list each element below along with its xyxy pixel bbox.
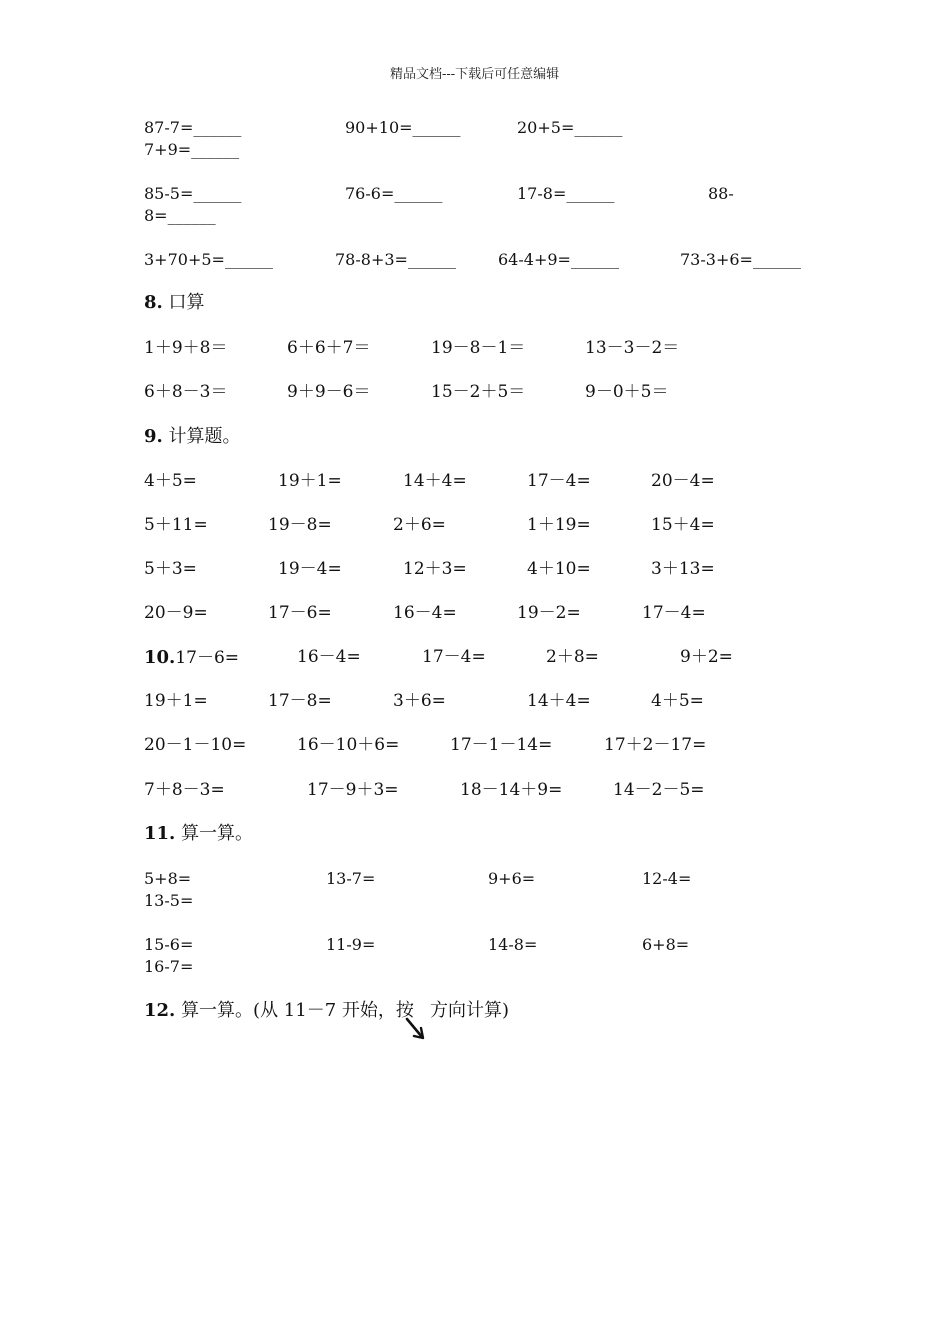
problem: 17－4= <box>642 603 706 623</box>
section-title: 计算题。 <box>168 426 241 447</box>
section-number: 11. <box>144 823 176 844</box>
problem: 13－3－2＝ <box>585 338 680 358</box>
problem: 18－14＋9= <box>460 780 563 800</box>
problem: 16－4= <box>297 647 361 667</box>
problem: 20+5=______ <box>517 118 623 137</box>
problem: 64-4+9=______ <box>498 250 619 269</box>
problem: 20－4= <box>651 471 715 491</box>
section-heading <box>144 294 205 312</box>
problem: 17－9＋3= <box>307 780 399 800</box>
problem: 76-6=______ <box>345 184 443 203</box>
page-header: 精品文档---下载后可任意编辑 <box>390 67 560 82</box>
problem: 12-4= <box>642 869 692 888</box>
arrow-down-right-icon <box>404 1016 428 1042</box>
problem: 13-7= <box>326 869 376 888</box>
problem: 14＋4= <box>403 471 467 491</box>
section-title: 算一算。(从 11－7 开始，按 <box>181 1000 414 1021</box>
problem: 15＋4= <box>651 515 715 535</box>
problem: 17－6= <box>268 603 332 623</box>
problem: 5+8= <box>144 869 192 888</box>
problem: 16－10＋6= <box>297 735 400 755</box>
problem: 12＋3= <box>403 559 467 579</box>
section-number: 8. <box>144 292 163 313</box>
problem: 19－8= <box>268 515 332 535</box>
problem: 17－8= <box>268 691 332 711</box>
problem: 19＋1= <box>144 691 208 711</box>
section-number: 12. <box>144 1000 176 1021</box>
section-title: 算一算。 <box>181 823 254 844</box>
problem: 3+70+5=______ <box>144 250 273 269</box>
problem: 13-5= <box>144 891 194 910</box>
problem: 16－4= <box>393 603 457 623</box>
problem: 9－0＋5＝ <box>585 382 669 402</box>
problem: 7＋8－3= <box>144 780 225 800</box>
problem: 3＋6= <box>393 691 446 711</box>
problem: 19－8－1＝ <box>431 338 526 358</box>
problem: 87-7=______ <box>144 118 242 137</box>
problem: 14-8= <box>488 935 538 954</box>
section-heading <box>144 825 253 843</box>
problem: 15-6= <box>144 935 194 954</box>
problem: 85-5=______ <box>144 184 242 203</box>
problem: 3＋13= <box>651 559 715 579</box>
section-title-end: 方向计算) <box>430 1000 510 1021</box>
problem: 14－2－5= <box>613 780 705 800</box>
problem: 88- <box>708 184 734 203</box>
problem: 7+9=______ <box>144 140 240 159</box>
problem: 15－2＋5＝ <box>431 382 526 402</box>
section-number: 10. <box>144 647 176 668</box>
section-title: 口算 <box>168 292 205 313</box>
problem: 73-3+6=______ <box>680 250 801 269</box>
problem: 2＋6= <box>393 515 446 535</box>
problem: 6＋8－3＝ <box>144 382 228 402</box>
problem: 9＋2= <box>680 647 733 667</box>
problem: 4＋5= <box>144 471 197 491</box>
problem: 20－1－10= <box>144 735 247 755</box>
section-heading <box>144 428 241 446</box>
section-heading <box>144 1002 414 1020</box>
problem: 19－4= <box>278 559 342 579</box>
problem: 6＋6＋7＝ <box>287 338 371 358</box>
problem: 20－9= <box>144 603 208 623</box>
problem: 1＋9＋8＝ <box>144 338 228 358</box>
problem: 1＋19= <box>527 515 591 535</box>
problem: 5＋11= <box>144 515 208 535</box>
problem: 17-8=______ <box>517 184 615 203</box>
problem: 17－1－14= <box>450 735 553 755</box>
problem: 4＋10= <box>527 559 591 579</box>
problem: 17－4= <box>527 471 591 491</box>
problem: 19＋1= <box>278 471 342 491</box>
problem: 9+6= <box>488 869 536 888</box>
section-number: 9. <box>144 426 163 447</box>
problem: 9＋9－6＝ <box>287 382 371 402</box>
problem: 6+8= <box>642 935 690 954</box>
problem: 4＋5= <box>651 691 704 711</box>
problem: 17－4= <box>422 647 486 667</box>
problem: 17－6= <box>175 648 240 668</box>
problem: 17＋2－17= <box>604 735 707 755</box>
problem: 5＋3= <box>144 559 197 579</box>
problem: 14＋4= <box>527 691 591 711</box>
problem: 8=______ <box>144 206 216 225</box>
problem: 11-9= <box>326 935 376 954</box>
section-heading <box>144 649 239 667</box>
problem: 16-7= <box>144 957 194 976</box>
problem: 78-8+3=______ <box>335 250 456 269</box>
problem: 19－2= <box>517 603 581 623</box>
problem: 2＋8= <box>546 647 599 667</box>
problem: 90+10=______ <box>345 118 461 137</box>
